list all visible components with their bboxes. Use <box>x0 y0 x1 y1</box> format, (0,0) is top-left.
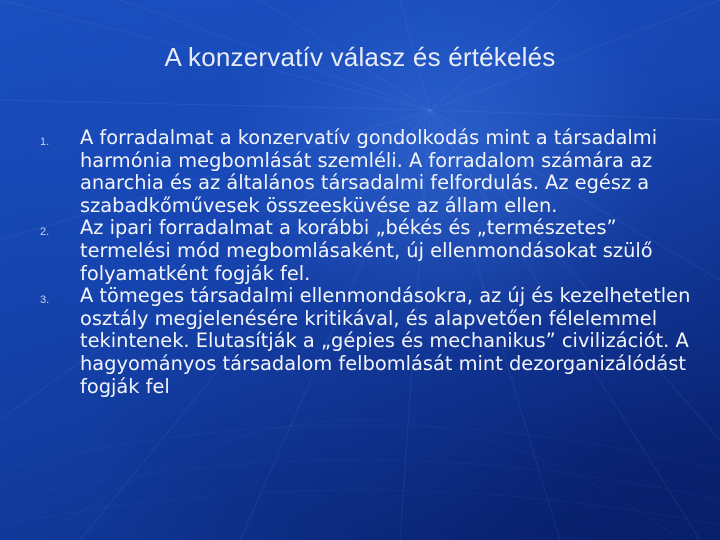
list-item-text: A forradalmat a konzervatív gondolkodás mint a társadalmi harmónia megbomlását szemléli. A forradalom számára az anarchia és az általános társadalmi felfordulás. Az egész a szabadkőművesek összeesküvése az állam ellen. <box>80 126 658 217</box>
list-item-text: A tömeges társadalmi ellenmondásokra, az új és kezelhetetlen osztály megjelenésére kritikával, és alapvetően félelemmel tekintenek. Elutasítják a „gépies és mechanikus” civilizációt. A hagyományos társadalom felbomlását mint dezorganizálódást fogják fel <box>80 284 691 398</box>
list-item-number: 3. <box>40 294 50 307</box>
list-item <box>40 217 700 285</box>
list-item <box>40 127 700 217</box>
numbered-list <box>40 127 700 398</box>
slide-title: A konzervatív válasz és értékelés <box>164 42 556 72</box>
list-item-number: 2. <box>40 226 50 239</box>
list-item-text: Az ipari forradalmat a korábbi „békés és „természetes” termelési mód megbomlásaként, új ellenmondásokat szülő folyamatként fogják fel. <box>80 216 653 285</box>
list-item <box>40 285 700 398</box>
list-item-number: 1. <box>40 136 50 148</box>
